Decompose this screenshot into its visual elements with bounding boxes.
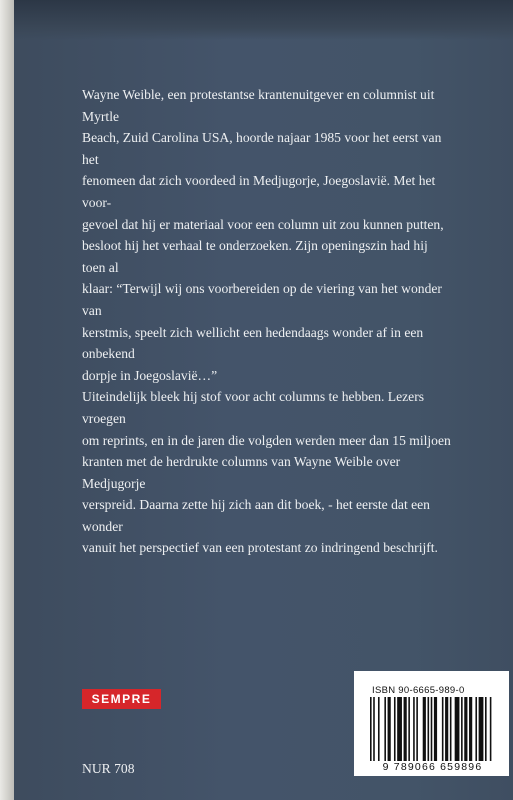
cover-top-shadow bbox=[14, 0, 513, 40]
publisher-logo: SEMPRE bbox=[82, 689, 161, 709]
blurb-paragraph-1: Wayne Weible, een protestantse krantenuitgever en columnist uit Myrtle Beach, Zuid Carolina USA, hoorde najaar 1985 voor het eerst van het fenomeen dat zich voordeed in Medjugorje, Joegoslavië. Met het voor- gevoel dat hij er materiaal voor een column uit zou kunnen putten, besloot hij het verhaal te onderzoeken. Zijn openingszin had hij toen al klaar: “Terwijl wij ons voorbereiden op de viering van het wonder van kerstmis, speelt zich wellicht een hedendaags wonder af in een onbekend dorpje in Joegoslavië…” bbox=[82, 87, 444, 383]
nur-code: NUR 708 bbox=[82, 761, 135, 776]
barcode-label bbox=[354, 671, 509, 776]
barcode-icon bbox=[370, 697, 493, 761]
isbn-label: ISBN 90-6665-989-0 bbox=[372, 685, 465, 696]
page-edge bbox=[0, 0, 14, 800]
ean-digits: 9 789066 659896 bbox=[382, 761, 483, 773]
blurb-text bbox=[82, 84, 452, 559]
blurb-paragraph-2: Uiteindelijk bleek hij stof voor acht columns te hebben. Lezers vroegen om reprints, en in de jaren die volgden werden meer dan 15 miljoen kranten met de herdrukte columns van Wayne Weible over Medjugorje verspreid. Daarna zette hij zich aan dit boek, - het eerste dat een wonder vanuit het perspectief van een protestant zo indringend beschrijft. bbox=[82, 389, 451, 556]
